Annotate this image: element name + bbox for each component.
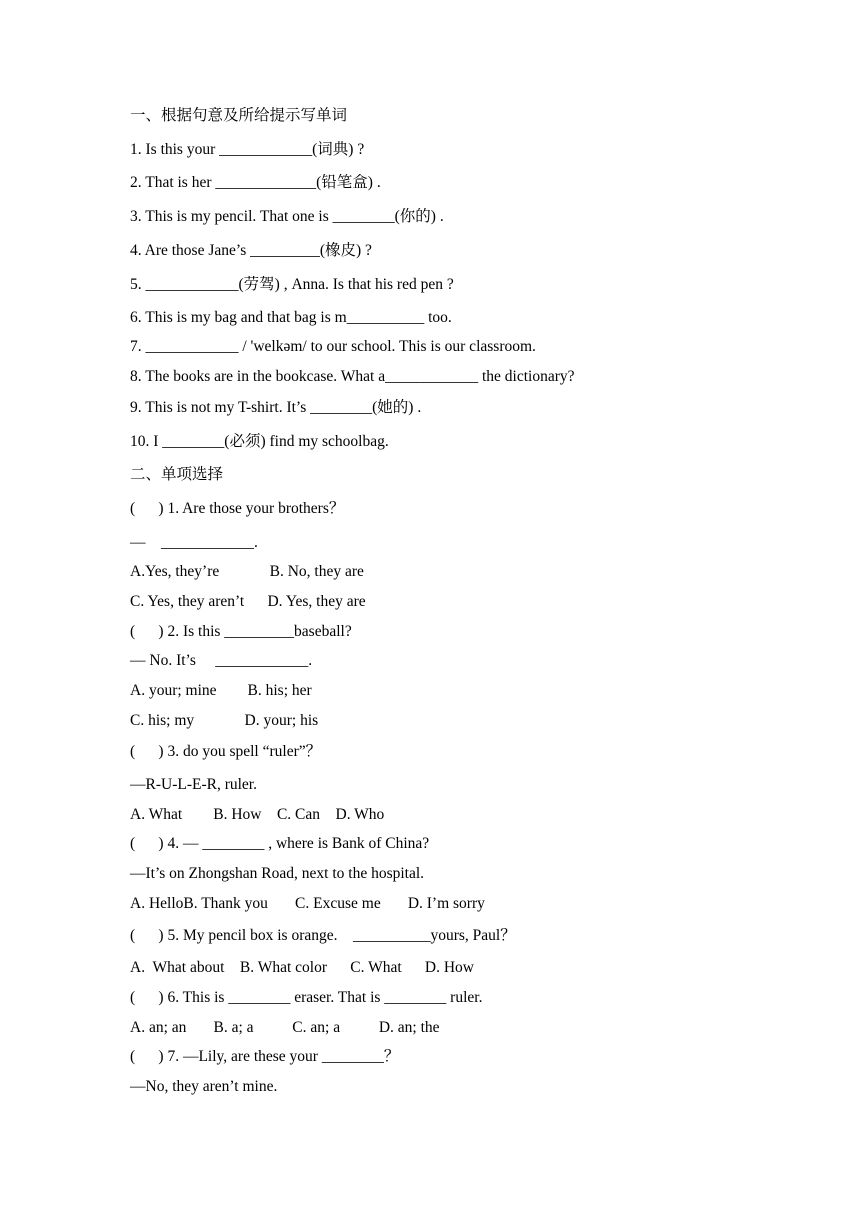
fill-item-1: 1. Is this your ____________(词典) ? — [130, 141, 365, 158]
mc-line: A. HelloB. Thank you C. Excuse me D. I’m sorry — [130, 895, 485, 912]
mc-line: —R-U-L-E-R, ruler. — [130, 776, 257, 793]
mc-line: A.Yes, they’re B. No, they are — [130, 563, 364, 580]
section2-heading: 二、单项选择 — [130, 466, 224, 483]
fill-item-6: 6. This is my bag and that bag is m__________ too. — [130, 309, 452, 326]
mc-line: C. Yes, they aren’t D. Yes, they are — [130, 593, 366, 610]
fill-item-4: 4. Are those Jane’s _________(橡皮) ? — [130, 242, 372, 259]
mc-line: A. What about B. What color C. What D. How — [130, 959, 474, 976]
mc-line: ( ) 6. This is ________ eraser. That is ________ ruler. — [130, 989, 483, 1006]
mc-line: A. an; an B. a; a C. an; a D. an; the — [130, 1019, 440, 1036]
mc-line: — ____________. — [130, 534, 258, 551]
section1-heading: 一、根据句意及所给提示写单词 — [130, 107, 348, 124]
mc-line: — No. It’s ____________. — [130, 652, 313, 669]
mc-line: A. your; mine B. his; her — [130, 682, 312, 699]
mc-line: —No, they aren’t mine. — [130, 1078, 278, 1095]
fill-item-3: 3. This is my pencil. That one is ________(你的) . — [130, 208, 444, 225]
mc-line: A. What B. How C. Can D. Who — [130, 806, 385, 823]
fill-item-10: 10. I ________(必须) find my schoolbag. — [130, 433, 389, 450]
mc-line: ( ) 5. My pencil box is orange. __________yours, Paul？ — [130, 927, 516, 944]
mc-line: ( ) 3. do you spell “ruler”？ — [130, 743, 322, 760]
fill-item-2: 2. That is her _____________(铅笔盒) . — [130, 174, 381, 191]
mc-line: ( ) 7. —Lily, are these your ________？ — [130, 1048, 400, 1065]
fill-item-5: 5. ____________(劳驾) , Anna. Is that his red pen ? — [130, 276, 454, 293]
fill-item-9: 9. This is not my T-shirt. It’s ________(她的) . — [130, 399, 422, 416]
mc-line: ( ) 2. Is this _________baseball? — [130, 623, 352, 640]
mc-line: ( ) 4. — ________ , where is Bank of China? — [130, 835, 430, 852]
fill-item-8: 8. The books are in the bookcase. What a____________ the dictionary? — [130, 368, 575, 385]
mc-line: ( ) 1. Are those your brothers？ — [130, 500, 345, 517]
fill-item-7: 7. ____________ / 'welkəm/ to our school. This is our classroom. — [130, 338, 536, 355]
mc-line: C. his; my D. your; his — [130, 712, 319, 729]
mc-line: —It’s on Zhongshan Road, next to the hospital. — [130, 865, 425, 882]
